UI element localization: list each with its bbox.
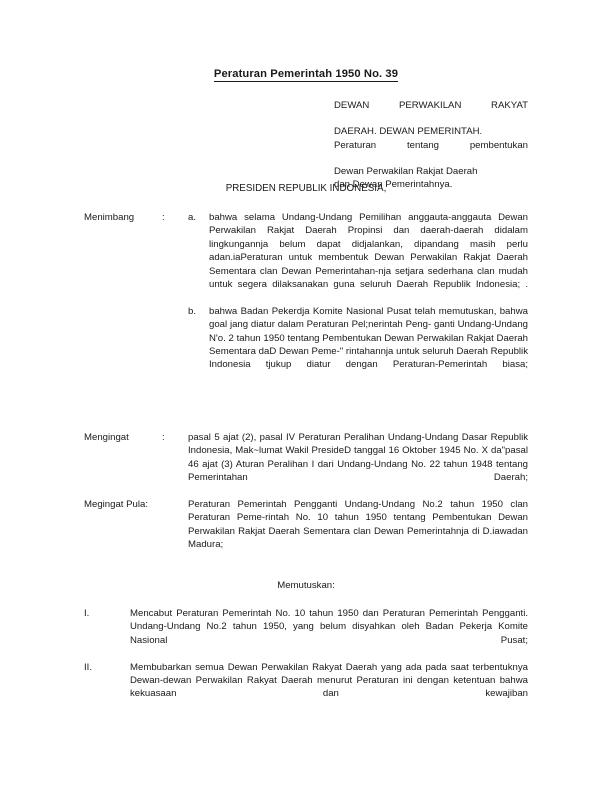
header-line-4: Dewan Perwakilan Rakjat Daerah bbox=[334, 166, 478, 178]
menimbang-item-a bbox=[188, 211, 528, 305]
page-title bbox=[0, 68, 612, 80]
clause-mengingat-label bbox=[84, 431, 188, 444]
clause-menimbang-label bbox=[84, 211, 188, 224]
clause-mengingat-label-text: Mengingat bbox=[84, 432, 129, 443]
clause-mengingat bbox=[84, 431, 528, 498]
clause-menimbang-label-text: Menimbang bbox=[84, 212, 135, 223]
header-line-3: Peraturan tentang pembentukan bbox=[334, 139, 528, 151]
clause-menimbang-body bbox=[188, 211, 528, 385]
decision-item-i-marker: I. bbox=[84, 608, 90, 619]
menimbang-item-b-text: bahwa Badan Pekerdja Komite Nasional Pusat telah memutuskan, bahwa goal jang diatur dalam Peraturan Pel;nerintah Peng- ganti Undang-Undang N'o. 2 tahun 1950 tentang Pembentukan Dewan Perwakilan Rakjat Daerah Sementara daD Dewan Peme-" rintahannja untuk seluruh Daerah Republik Indonesia tjukup diatur dengan Peraturan-Pemerintah biasa; bbox=[209, 305, 528, 371]
menimbang-item-a-text: bahwa selama Undang-Undang Pemilihan anggauta-anggauta Dewan Perwakilan Rakjat Daerah Propinsi dan daerah-daerah didalam lingkungannja belum dapat didjalankan, dipandang masih perlu adan.iaPeraturan untuk membentuk Dewan Perwakilan Rakjat Daerah Sementara clan Dewan Pemerintahan-nja setjara sederhana clan mudah untuk segera dilaksanakan guna seluruh Daerah Republik Indonesia; . bbox=[209, 212, 528, 291]
decision-item-i-text: Mencabut Peraturan Pemerintah No. 10 tahun 1950 dan Peraturan Pemerintah Pengganti. Undang-Undang No.2 tahun 1950, yang belum disyahkan oleh Badan Pekerja Komite Nasional Pusat; bbox=[130, 608, 528, 646]
menimbang-item-b bbox=[188, 305, 528, 385]
header-line-5: dan Dewan Pemerintahnya. bbox=[334, 179, 453, 191]
menimbang-item-a-marker: a. bbox=[188, 212, 197, 223]
decision-item-i bbox=[84, 607, 528, 661]
page-title-text: Peraturan Pemerintah 1950 No. 39 bbox=[213, 68, 399, 80]
clause-megingat-pula-label-text: Megingat Pula: bbox=[84, 499, 148, 510]
clause-megingat-pula-body: Peraturan Pemerintah Pengganti Undang-Undang No.2 tahun 1950 clan Peraturan Peme-rintah No. 10 tahun 1950 tentang Pembentukan Dewan Perwakilan Rakjat Daerah Sementara clan Dewan Pemerintahnja di D.iawadan Madura; bbox=[188, 499, 528, 551]
header-line-1: DEWAN PERWAKILAN RAKYAT bbox=[334, 100, 528, 111]
decisions-list bbox=[84, 607, 528, 714]
clause-menimbang-colon: : bbox=[162, 212, 165, 223]
clause-menimbang bbox=[84, 211, 528, 385]
clause-megingat-pula bbox=[84, 498, 528, 565]
clause-mengingat-body: pasal 5 ajat (2), pasal IV Peraturan Peralihan Undang-Undang Dasar Republik Indonesia, Mak~lumat Wakil PresideD tanggal 16 Oktober 1945 No. X da"pasal 46 ajat (3) Aturan Peralihan I dari Undang-Undang No. 22 tahun 1948 tentang Pemerintahan Daerah; bbox=[188, 432, 528, 484]
decision-item-ii-marker: II. bbox=[84, 661, 92, 673]
decision-item-ii bbox=[84, 661, 528, 715]
decision-item-ii-text: Membubarkan semua Dewan Perwakilan Rakyat Daerah yang ada pada saat terbentuknya Dewan-dewan Perwakilan Rakyat Daerah menurut Peraturan ini dengan ketentuan bahwa kekuasaan dan kewajiban bbox=[130, 661, 528, 700]
menimbang-list bbox=[188, 211, 528, 385]
clause-mengingat-colon: : bbox=[162, 432, 165, 443]
document-header-block bbox=[334, 99, 528, 191]
memutuskan-heading: Memutuskan: bbox=[277, 580, 335, 591]
presiden-heading: PRESIDEN REPUBLIK INDONESIA, bbox=[225, 183, 387, 194]
clause-megingat-pula-label bbox=[84, 498, 188, 511]
menimbang-item-b-marker: b. bbox=[188, 305, 197, 317]
header-line-2: DAERAH. DEWAN PEMERINTAH. bbox=[334, 126, 483, 138]
